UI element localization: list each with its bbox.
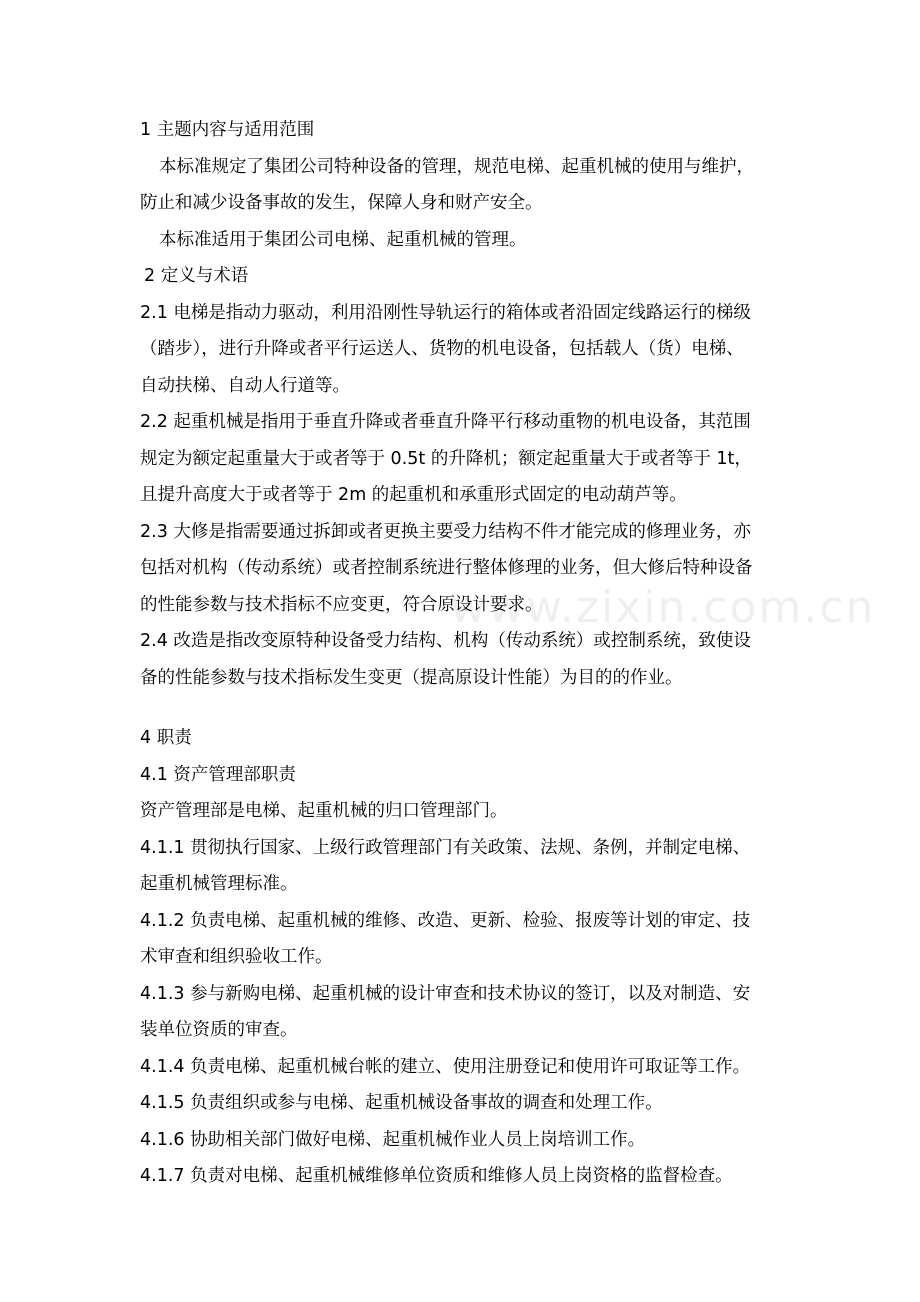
clause-line: （踏步），进行升降或者平行运送人、货物的机电设备，包括载人（货）电梯、 bbox=[140, 339, 744, 359]
clause-line: 2.3 大修是指需要通过拆卸或者更换主要受力结构不件才能完成的修理业务，亦 bbox=[140, 521, 751, 542]
clause-line: 2.1 电梯是指动力驱动，利用沿刚性导轨运行的箱体或者沿固定线路运行的梯级 bbox=[140, 302, 751, 323]
section-heading-1: 1 主题内容与适用范围 bbox=[140, 120, 315, 140]
clause-line: 2.2 起重机械是指用于垂直升降或者垂直升降平行移动重物的机电设备，其范围 bbox=[140, 412, 751, 432]
paragraph-line: 防止和减少设备事故的发生，保障人身和财产安全。 bbox=[140, 193, 543, 213]
subsection-heading: 4.1 资产管理部职责 bbox=[140, 764, 296, 785]
clause-line: 4.1.2 负责电梯、起重机械的维修、改造、更新、检验、报废等计划的审定、技 bbox=[140, 910, 751, 931]
clause-line: 4.1.3 参与新购电梯、起重机械的设计审查和技术协议的签订，以及对制造、安 bbox=[140, 983, 751, 1004]
clause-line: 规定为额定起重量大于或者等于 0.5t 的升降机；额定起重量大于或者等于 1t， bbox=[140, 448, 752, 469]
paragraph-line: 资产管理部是电梯、起重机械的归口管理部门。 bbox=[140, 801, 508, 821]
clause-line: 的性能参数与技术指标不应变更，符合原设计要求。 bbox=[140, 594, 543, 615]
document-body bbox=[140, 112, 790, 1195]
clause-line: 4.1.4 负责电梯、起重机械台帐的建立、使用注册登记和使用许可取证等工作。 bbox=[140, 1056, 751, 1077]
clause-line: 包括对机构（传动系统）或者控制系统进行整体修理的业务，但大修后特种设备 bbox=[140, 558, 753, 578]
clause-line: 4.1.6 协助相关部门做好电梯、起重机械作业人员上岗培训工作。 bbox=[140, 1129, 646, 1150]
clause-line: 2.4 改造是指改变原特种设备受力结构、机构（传动系统）或控制系统，致使设 bbox=[140, 631, 751, 651]
section-heading-4: 4 职责 bbox=[140, 728, 192, 748]
clause-line: 术审查和组织验收工作。 bbox=[140, 947, 333, 967]
section-heading-2: 2 定义与术语 bbox=[144, 266, 249, 286]
clause-line: 且提升高度大于或者等于 2m 的起重机和承重形式固定的电动葫芦等。 bbox=[140, 485, 687, 505]
clause-line: 4.1.5 负责组织或参与电梯、起重机械设备事故的调查和处理工作。 bbox=[140, 1093, 663, 1113]
paragraph-line: 本标准适用于集团公司电梯、起重机械的管理。 bbox=[159, 229, 527, 250]
section-spacer bbox=[140, 696, 790, 720]
clause-line: 起重机械管理标准。 bbox=[140, 874, 298, 894]
clause-line: 4.1.7 负责对电梯、起重机械维修单位资质和维修人员上岗资格的监督检查。 bbox=[140, 1166, 733, 1186]
clause-line: 备的性能参数与技术指标发生变更（提高原设计性能）为目的的作业。 bbox=[140, 667, 683, 688]
clause-line: 自动扶梯、自动人行道等。 bbox=[140, 375, 350, 396]
clause-line: 4.1.1 贯彻执行国家、上级行政管理部门有关政策、法规、条例，并制定电梯、 bbox=[140, 837, 751, 858]
watermark: www.zixin.com.cn bbox=[450, 582, 876, 633]
clause-line: 装单位资质的审查。 bbox=[140, 1020, 298, 1040]
paragraph-line: 本标准规定了集团公司特种设备的管理，规范电梯、起重机械的使用与维护， bbox=[159, 156, 754, 177]
